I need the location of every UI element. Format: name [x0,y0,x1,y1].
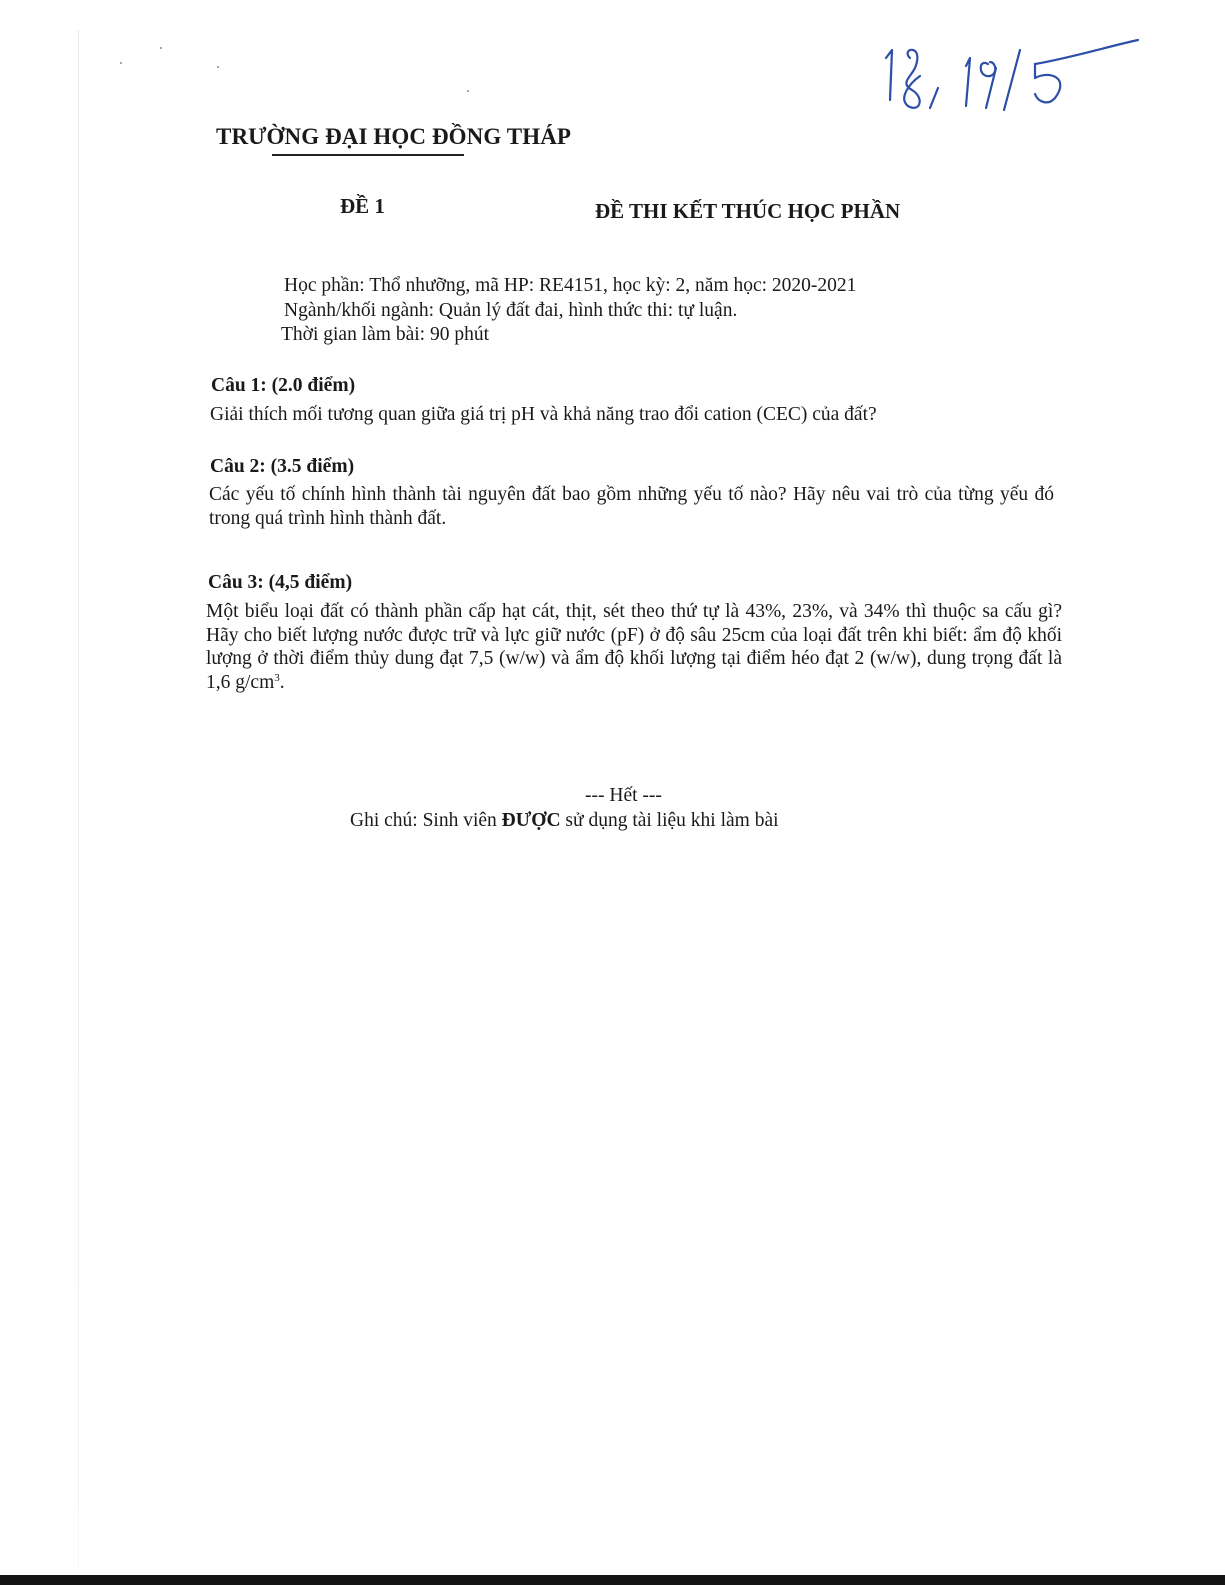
scan-speck [467,90,469,92]
course-info: Học phần: Thổ nhưỡng, mã HP: RE4151, học kỳ: 2, năm học: 2020-2021 [284,275,857,296]
question-2-title: Câu 2: (3.5 điểm) [210,456,355,477]
question-3-title: Câu 3: (4,5 điểm) [208,572,353,593]
duration-info: Thời gian làm bài: 90 phút [281,324,489,345]
footer-note [350,810,779,832]
school-name: TRƯỜNG ĐẠI HỌC ĐỒNG THÁP [216,124,572,149]
scan-bottom-border [0,1575,1225,1585]
exam-code: ĐỀ 1 [340,194,385,218]
scan-speck [120,62,122,64]
question-2-text: Các yếu tố chính hình thành tài nguyên đất bao gồm những yếu tố nào? Hãy nêu vai trò của từng yếu đó trong quá trình hình thành đất. [209,484,1054,529]
question-3-body: Một biểu loại đất có thành phần cấp hạt cát, thịt, sét theo thứ tự là 43%, 23%, và 34% thì thuộc sa cấu gì? Hãy cho biết lượng nước được trữ và lực giữ nước (pF) ở độ sâu 25cm của loại đất trên khi biết: ẩm độ khối lượng ở thời điểm thủy dung đạt 7,5 (w/w) và ẩm độ khối lượng tại điểm héo đạt 2 (w/w), dung trọng đất là 1,6 g/cm [206,601,1062,693]
question-3-text [206,600,1062,694]
end-mark: --- Hết --- [585,785,662,806]
school-underline [272,154,464,156]
question-3-end: . [279,671,285,693]
note-bold: ĐƯỢC [501,810,561,831]
question-1-title: Câu 1: (2.0 điểm) [211,375,356,396]
scan-speck [217,66,219,68]
handwritten-note [870,28,1150,118]
question-1-text: Giải thích mối tương quan giữa giá trị pH và khả năng trao đổi cation (CEC) của đất? [210,404,877,425]
scan-edge-shadow [78,30,79,1570]
exam-title: ĐỀ THI KẾT THÚC HỌC PHẦN [595,199,901,223]
major-info: Ngành/khối ngành: Quản lý đất đai, hình thức thi: tự luận. [284,300,738,321]
note-prefix: Ghi chú: Sinh viên [350,810,502,831]
scan-speck [160,47,162,49]
note-suffix: sử dụng tài liệu khi làm bài [560,810,779,831]
superscript-exponent: 3 [274,671,280,684]
